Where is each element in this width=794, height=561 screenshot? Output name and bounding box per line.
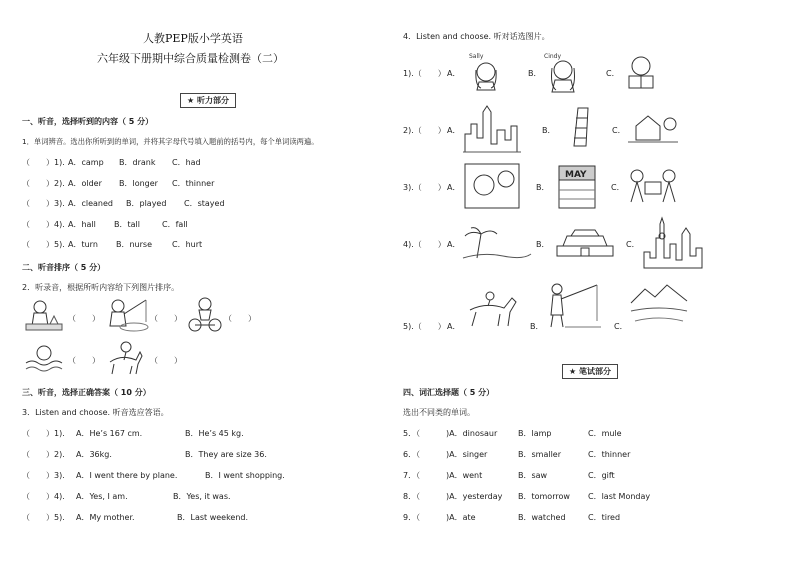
q3-item-3-option-b: B．I went shopping. [205, 471, 285, 480]
vocab-item-9-option-a: )A．ate [446, 513, 476, 522]
section-3-instructions: 3．Listen and choose. 听音选应答语。 [22, 408, 169, 417]
city-skyline-picture [463, 104, 521, 154]
item-5-option-b: B．nurse [116, 240, 153, 249]
q3-item-2-option-b: B．They are size 36. [185, 450, 267, 459]
item-3-option-b: B．played [126, 199, 167, 208]
item-4-option-a: A．hall [68, 220, 96, 229]
pic-item-3-option-b: B． [536, 183, 550, 192]
photos-frame-picture [464, 163, 520, 209]
leaning-tower-picture [566, 104, 596, 148]
pic-item-4-option-b: B． [536, 240, 550, 249]
order-bracket-4[interactable]: （ ） [68, 356, 100, 365]
item-1-number[interactable]: （ ）1). [22, 158, 65, 167]
pic-item-4-option-a: A． [447, 240, 461, 249]
mountain-lake-picture [631, 281, 687, 327]
pic-item-1-option-b: B． [528, 69, 542, 78]
pic-item-2-option-b: B． [542, 126, 556, 135]
section-2-instructions: 2．听录音，根据所听内容给下列图片排序。 [22, 283, 180, 292]
pic-item-1-option-a: A． [447, 69, 461, 78]
kid-riding-horse-picture [104, 340, 144, 376]
exam-title: 人教PEP版小学英语 [143, 32, 243, 45]
vocab-item-8-option-b: B．tomorrow [518, 492, 570, 501]
vocab-item-6-number[interactable]: 6．（ [403, 450, 421, 459]
writing-section-box: ★ 笔试部分 [562, 364, 618, 379]
pic-item-5-number[interactable]: 5).（ ） [403, 322, 446, 331]
section-1-instructions: 1．单词辨音。选出你所听到的单词，并将其字母代号填入题前的括号内，每个单词读两遍。 [22, 137, 319, 146]
pic-item-1-number[interactable]: 1).（ ） [403, 69, 446, 78]
house-scene-picture [626, 110, 680, 146]
vocab-item-8-number[interactable]: 8．（ [403, 492, 421, 501]
pic-item-4-option-c: C． [626, 240, 640, 249]
calendar-month-label: MAY [565, 170, 587, 180]
pic-item-4-number[interactable]: 4).（ ） [403, 240, 446, 249]
item-1-option-b: B．drank [119, 158, 156, 167]
pic-item-3-option-c: C． [611, 183, 625, 192]
pic-item-2-option-c: C． [612, 126, 626, 135]
section-2-heading: 二、听音排序（ 5 分） [22, 263, 106, 272]
vocab-item-9-option-c: C．tired [588, 513, 621, 522]
q3-item-3-option-a: A．I went there by plane. [76, 471, 178, 480]
listening-section-box: ★ 听力部分 [180, 93, 236, 108]
pic-item-5-option-b: B． [530, 322, 544, 331]
item-5-number[interactable]: （ ）5). [22, 240, 65, 249]
q3-item-3-number[interactable]: （ ）3). [22, 471, 65, 480]
section-1-heading: 一、听音，选择听到的内容（ 5 分） [22, 117, 154, 126]
q3-item-1-number[interactable]: （ ）1). [22, 429, 65, 438]
calendar-may-picture [557, 160, 597, 210]
vocab-item-9-option-b: B．watched [518, 513, 566, 522]
pic-item-3-number[interactable]: 3).（ ） [403, 183, 446, 192]
vocab-item-6-option-c: C．thinner [588, 450, 631, 459]
cindy-label: Cindy [544, 53, 562, 60]
section-4w-heading: 四、词汇选择题（ 5 分） [403, 388, 495, 397]
vocab-item-7-option-c: C．gift [588, 471, 615, 480]
vocab-item-6-option-a: )A．singer [446, 450, 488, 459]
beach-palm-picture [463, 226, 531, 262]
pic-item-2-number[interactable]: 2).（ ） [403, 126, 446, 135]
exam-subtitle: 六年级下册期中综合质量检测卷（二） [97, 52, 284, 65]
q3-item-5-option-a: A．My mother. [76, 513, 135, 522]
q3-item-4-number[interactable]: （ ）4). [22, 492, 65, 501]
pic-item-5-option-a: A． [447, 322, 461, 331]
vocab-item-6-option-b: B．smaller [518, 450, 562, 459]
sally-label: Sally [469, 53, 484, 60]
vocab-item-7-number[interactable]: 7．（ [403, 471, 421, 480]
shanghai-skyline-picture [642, 214, 704, 270]
item-5-option-a: A．turn [68, 240, 98, 249]
item-1-option-c: C．had [172, 158, 201, 167]
q3-item-5-number[interactable]: （ ）5). [22, 513, 65, 522]
item-4-number[interactable]: （ ）4). [22, 220, 65, 229]
girl-sally-picture [463, 52, 509, 90]
order-bracket-1[interactable]: （ ） [68, 314, 100, 323]
order-bracket-5[interactable]: （ ） [150, 356, 182, 365]
section-4w-instructions: 选出不同类的单词。 [403, 408, 475, 417]
item-5-option-c: C．hurt [172, 240, 203, 249]
q3-item-5-option-b: B．Last weekend. [177, 513, 249, 522]
pic-item-1-option-c: C． [606, 69, 620, 78]
vocab-item-9-number[interactable]: 9．（ [403, 513, 421, 522]
item-3-option-a: A．cleaned [68, 199, 113, 208]
q3-item-1-option-b: B．He’s 45 kg. [185, 429, 244, 438]
horse-riding-picture [462, 290, 522, 328]
item-3-option-c: C．stayed [184, 199, 225, 208]
pic-item-5-option-c: C． [614, 322, 628, 331]
tiananmen-picture [553, 226, 617, 260]
kid-building-sandcastle-picture [24, 298, 64, 332]
vocab-item-5-option-c: C．mule [588, 429, 622, 438]
vocab-item-5-option-b: B．lamp [518, 429, 552, 438]
item-2-number[interactable]: （ ）2). [22, 179, 65, 188]
q3-item-1-option-a: A．He’s 167 cm. [76, 429, 143, 438]
item-4-option-b: B．tall [114, 220, 140, 229]
item-2-option-c: C．thinner [172, 179, 215, 188]
item-2-option-a: A．older [68, 179, 102, 188]
q3-item-4-option-b: B．Yes, it was. [173, 492, 231, 501]
section-4-instructions: 4．Listen and choose. 听对话选图片。 [403, 32, 550, 41]
order-bracket-3[interactable]: （ ） [224, 314, 256, 323]
item-3-number[interactable]: （ ）3). [22, 199, 65, 208]
vocab-item-7-option-b: B．saw [518, 471, 548, 480]
q3-item-2-number[interactable]: （ ）2). [22, 450, 65, 459]
man-fishing-picture [545, 281, 601, 331]
kid-riding-bike-picture [187, 296, 223, 332]
order-bracket-2[interactable]: （ ） [150, 314, 182, 323]
vocab-item-8-option-c: C．last Monday [588, 492, 651, 501]
item-1-option-a: A．camp [68, 158, 104, 167]
item-2-option-b: B．longer [119, 179, 158, 188]
girl-cindy-picture [540, 52, 586, 92]
vocab-item-7-option-a: )A．went [446, 471, 483, 480]
q3-item-4-option-a: A．Yes, I am. [76, 492, 128, 501]
vocab-item-8-option-a: )A．yesterday [446, 492, 503, 501]
kid-fishing-picture [104, 296, 148, 332]
vocab-item-5-number[interactable]: 5．（ [403, 429, 421, 438]
q3-item-2-option-a: A．36kg. [76, 450, 112, 459]
pic-item-3-option-a: A． [447, 183, 461, 192]
gift-giving-picture [627, 168, 679, 204]
section-3-heading: 三、听音，选择正确答案（ 10 分） [22, 388, 151, 397]
pic-item-2-option-a: A． [447, 126, 461, 135]
boy-reading-picture [624, 54, 658, 90]
item-4-option-c: C．fall [162, 220, 188, 229]
vocab-item-5-option-a: )A．dinosaur [446, 429, 498, 438]
kid-swimming-picture [24, 343, 64, 373]
